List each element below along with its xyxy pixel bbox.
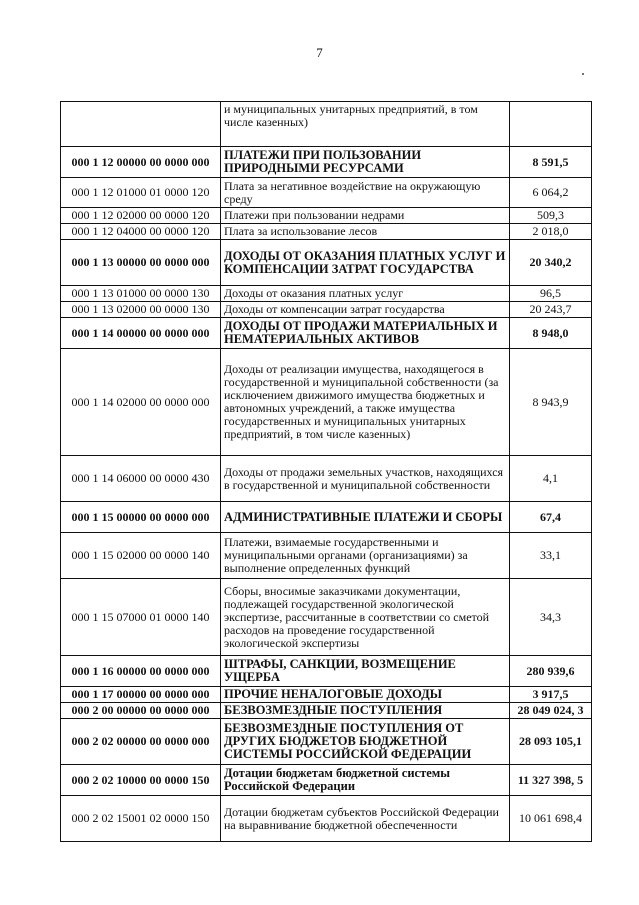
amount-cell: 4,1 bbox=[510, 456, 592, 502]
budget-code-cell: 000 1 17 00000 00 0000 000 bbox=[61, 687, 221, 703]
revenue-name-cell: ПЛАТЕЖИ ПРИ ПОЛЬЗОВАНИИ ПРИРОДНЫМИ РЕСУРСАМИ bbox=[221, 147, 510, 178]
table-row bbox=[61, 286, 592, 302]
amount-cell: 28 093 105,1 bbox=[510, 719, 592, 765]
budget-code-cell: 000 1 13 02000 00 0000 130 bbox=[61, 302, 221, 318]
amount-cell: 10 061 698,4 bbox=[510, 796, 592, 842]
table-row bbox=[61, 579, 592, 656]
revenue-name-cell: Сборы, вносимые заказчиками документации, подлежащей государственной экологической экспертизе, рассчитанные в соответствии со сметой расходов на проведение государственной экологической экспертизы bbox=[221, 579, 510, 656]
revenue-name-cell: ШТРАФЫ, САНКЦИИ, ВОЗМЕЩЕНИЕ УЩЕРБА bbox=[221, 656, 510, 687]
amount-cell: 67,4 bbox=[510, 502, 592, 533]
budget-code-cell: 000 1 14 00000 00 0000 000 bbox=[61, 318, 221, 349]
budget-code-cell: 000 1 15 07000 01 0000 140 bbox=[61, 579, 221, 656]
budget-code-cell: 000 1 15 00000 00 0000 000 bbox=[61, 502, 221, 533]
amount-cell: 20 340,2 bbox=[510, 240, 592, 286]
table-row bbox=[61, 656, 592, 687]
table-row bbox=[61, 796, 592, 842]
revenue-name-cell: Доходы от оказания платных услуг bbox=[221, 286, 510, 302]
revenue-name-cell: Дотации бюджетам бюджетной системы Российской Федерации bbox=[221, 765, 510, 796]
table-row bbox=[61, 533, 592, 579]
revenue-name-cell: Платежи, взимаемые государственными и муниципальными органами (организациями) за выполнение определенных функций bbox=[221, 533, 510, 579]
amount-cell: 34,3 bbox=[510, 579, 592, 656]
amount-cell bbox=[510, 102, 592, 147]
budget-code-cell: 000 1 12 04000 00 0000 120 bbox=[61, 224, 221, 240]
revenue-name-cell: ДОХОДЫ ОТ ОКАЗАНИЯ ПЛАТНЫХ УСЛУГ И КОМПЕНСАЦИИ ЗАТРАТ ГОСУДАРСТВА bbox=[221, 240, 510, 286]
amount-cell: 3 917,5 bbox=[510, 687, 592, 703]
revenue-name-cell: Доходы от реализации имущества, находящегося в государственной и муниципальной собственности (за исключением движимого имущества бюджетных и автономных учреждений, а также имущества государственных и муниципальных унитарных предприятий, в том числе казенных) bbox=[221, 349, 510, 456]
revenue-name-cell: БЕЗВОЗМЕЗДНЫЕ ПОСТУПЛЕНИЯ ОТ ДРУГИХ БЮДЖЕТОВ БЮДЖЕТНОЙ СИСТЕМЫ РОССИЙСКОЙ ФЕДЕРАЦИИ bbox=[221, 719, 510, 765]
table-row bbox=[61, 147, 592, 178]
budget-code-cell: 000 2 02 15001 02 0000 150 bbox=[61, 796, 221, 842]
page-number: 7 bbox=[316, 45, 323, 60]
revenue-name-cell: и муниципальных унитарных предприятий, в том числе казенных) bbox=[221, 102, 510, 147]
budget-code-cell: 000 2 00 00000 00 0000 000 bbox=[61, 703, 221, 719]
amount-cell: 8 943,9 bbox=[510, 349, 592, 456]
table-row bbox=[61, 703, 592, 719]
revenue-name-cell: Доходы от продажи земельных участков, находящихся в государственной и муниципальной собственности bbox=[221, 456, 510, 502]
table-row bbox=[61, 224, 592, 240]
amount-cell: 280 939,6 bbox=[510, 656, 592, 687]
table-row bbox=[61, 240, 592, 286]
budget-code-cell: 000 1 14 06000 00 0000 430 bbox=[61, 456, 221, 502]
budget-code-cell: 000 1 13 00000 00 0000 000 bbox=[61, 240, 221, 286]
revenue-name-cell: ДОХОДЫ ОТ ПРОДАЖИ МАТЕРИАЛЬНЫХ И НЕМАТЕРИАЛЬНЫХ АКТИВОВ bbox=[221, 318, 510, 349]
amount-cell: 33,1 bbox=[510, 533, 592, 579]
table-row bbox=[61, 687, 592, 703]
amount-cell: 2 018,0 bbox=[510, 224, 592, 240]
revenue-name-cell: Платежи при пользовании недрами bbox=[221, 208, 510, 224]
revenue-name-cell: ПРОЧИЕ НЕНАЛОГОВЫЕ ДОХОДЫ bbox=[221, 687, 510, 703]
revenue-name-cell: Доходы от компенсации затрат государства bbox=[221, 302, 510, 318]
amount-cell: 96,5 bbox=[510, 286, 592, 302]
scan-speck bbox=[582, 73, 584, 75]
table-row bbox=[61, 456, 592, 502]
amount-cell: 28 049 024, 3 bbox=[510, 703, 592, 719]
budget-code-cell: 000 2 02 10000 00 0000 150 bbox=[61, 765, 221, 796]
budget-code-cell: 000 1 15 02000 00 0000 140 bbox=[61, 533, 221, 579]
revenue-name-cell: Плата за использование лесов bbox=[221, 224, 510, 240]
revenue-name-cell: Дотации бюджетам субъектов Российской Федерации на выравнивание бюджетной обеспеченности bbox=[221, 796, 510, 842]
table-row bbox=[61, 102, 592, 147]
budget-code-cell: 000 1 12 01000 01 0000 120 bbox=[61, 178, 221, 208]
revenue-name-cell: Плата за негативное воздействие на окружающую среду bbox=[221, 178, 510, 208]
budget-code-cell: 000 1 12 02000 00 0000 120 bbox=[61, 208, 221, 224]
budget-code-cell bbox=[61, 102, 221, 147]
amount-cell: 8 948,0 bbox=[510, 318, 592, 349]
revenue-name-cell: АДМИНИСТРАТИВНЫЕ ПЛАТЕЖИ И СБОРЫ bbox=[221, 502, 510, 533]
amount-cell: 8 591,5 bbox=[510, 147, 592, 178]
table-row bbox=[61, 178, 592, 208]
budget-code-cell: 000 1 13 01000 00 0000 130 bbox=[61, 286, 221, 302]
amount-cell: 20 243,7 bbox=[510, 302, 592, 318]
budget-revenue-table bbox=[60, 101, 592, 842]
budget-code-cell: 000 1 14 02000 00 0000 000 bbox=[61, 349, 221, 456]
budget-code-cell: 000 2 02 00000 00 0000 000 bbox=[61, 719, 221, 765]
table-row bbox=[61, 765, 592, 796]
budget-code-cell: 000 1 16 00000 00 0000 000 bbox=[61, 656, 221, 687]
amount-cell: 11 327 398, 5 bbox=[510, 765, 592, 796]
amount-cell: 509,3 bbox=[510, 208, 592, 224]
budget-code-cell: 000 1 12 00000 00 0000 000 bbox=[61, 147, 221, 178]
table-body bbox=[61, 102, 592, 842]
table-row bbox=[61, 208, 592, 224]
table-row bbox=[61, 349, 592, 456]
amount-cell: 6 064,2 bbox=[510, 178, 592, 208]
table-row bbox=[61, 502, 592, 533]
table-row bbox=[61, 318, 592, 349]
table-row bbox=[61, 719, 592, 765]
revenue-name-cell: БЕЗВОЗМЕЗДНЫЕ ПОСТУПЛЕНИЯ bbox=[221, 703, 510, 719]
table-row bbox=[61, 302, 592, 318]
